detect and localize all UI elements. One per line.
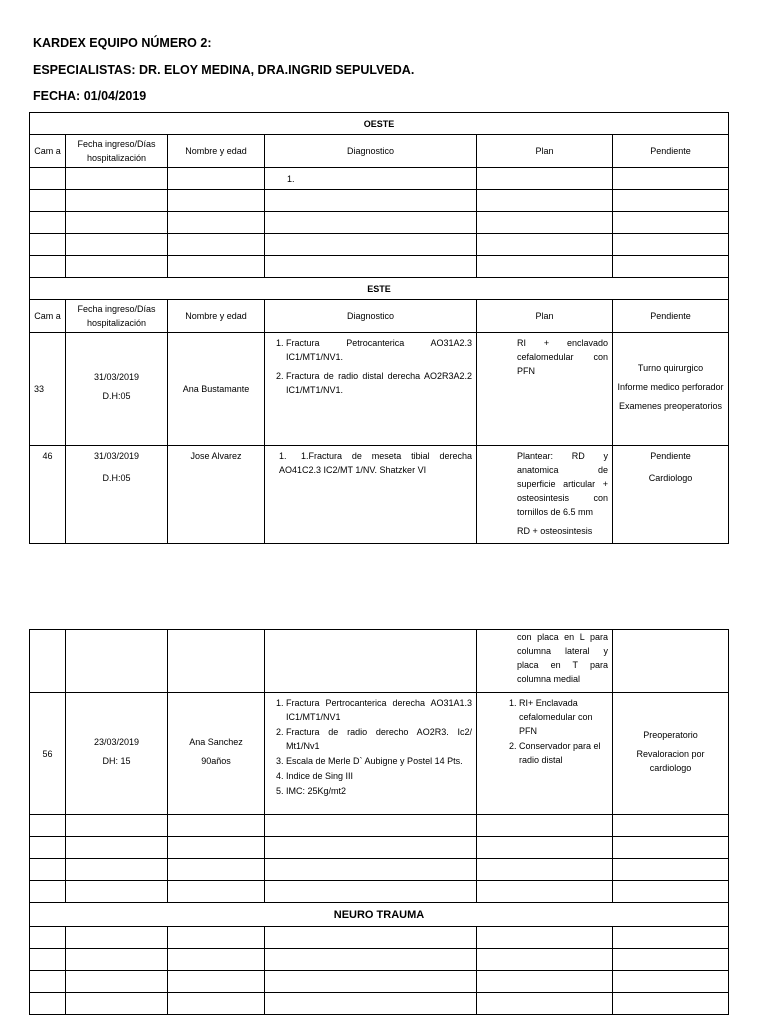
table-row	[30, 971, 729, 993]
list-item: 4. Indice de Sing III	[286, 769, 472, 783]
section-neuro-trauma: NEURO TRAUMA	[30, 903, 729, 927]
pendiente-cell: Turno quirurgico Informe medico perforador Examenes preoperatorios	[613, 333, 729, 446]
list-item: 1. Fractura Pertrocanterica derecha AO31A1.3 IC1/MT1/NV1	[286, 696, 472, 724]
col-plan: Plan	[477, 300, 613, 333]
table-row	[30, 949, 729, 971]
specialists-line: ESPECIALISTAS: DR. ELOY MEDINA, DRA.INGRID SEPULVEDA.	[33, 63, 415, 77]
col-diagnostico: Diagnostico	[265, 135, 477, 168]
list-item: 5. IMC: 25Kg/mt2	[286, 784, 472, 798]
cama-cell: 56	[30, 693, 66, 815]
kardex-table-page1	[29, 112, 729, 544]
patient-row-46	[30, 446, 729, 544]
date-line: FECHA: 01/04/2019	[33, 89, 147, 103]
pendiente-cell: Pendiente Cardiologo	[613, 446, 729, 544]
col-pendiente: Pendiente	[613, 135, 729, 168]
col-nombre: Nombre y edad	[168, 135, 265, 168]
plan-cell	[477, 693, 613, 815]
patient-row-33	[30, 333, 729, 446]
table-row	[30, 256, 729, 278]
list-item: 3. Escala de Merle D` Aubigne y Postel 14 Pts.	[286, 754, 472, 768]
diag-cell: 1.	[265, 168, 477, 190]
plan-cell: RI + enclavado cefalomedular con PFN	[477, 333, 613, 446]
table-row	[30, 927, 729, 949]
table-row	[30, 168, 729, 190]
table-row	[30, 815, 729, 837]
patient-row-56	[30, 693, 729, 815]
list-item: 1. Fractura Petrocanterica AO31A2.3 IC1/MT1/NV1.	[286, 336, 472, 364]
list-item: 2. Conservador para el radio distal	[519, 739, 608, 767]
nombre-cell: Jose Alvarez	[168, 446, 265, 544]
list-item: 1. RI+ Enclavada cefalomedular con PFN	[519, 696, 608, 738]
table-row	[30, 234, 729, 256]
table-row	[30, 190, 729, 212]
diag-cell: 1. 1.Fractura de meseta tibial derecha AO41C2.3 IC2/MT 1/NV. Shatzker VI	[265, 446, 477, 544]
col-plan: Plan	[477, 135, 613, 168]
kardex-table-page2	[29, 629, 729, 1015]
col-diagnostico: Diagnostico	[265, 300, 477, 333]
col-nombre: Nombre y edad	[168, 300, 265, 333]
header-row-oeste	[30, 135, 729, 168]
list-item: 2. Fractura de radio distal derecha AO2R3A2.2 IC1/MT1/NV1.	[286, 369, 472, 397]
diag-cell	[265, 693, 477, 815]
plan-cell: Plantear: RD y anatomica de superficie articular + osteosintesis con tornillos de 6.5 mm RD + osteosintesis	[477, 446, 613, 544]
nombre-cell: Ana Sanchez 90años	[168, 693, 265, 815]
table-row	[30, 212, 729, 234]
header-row-este	[30, 300, 729, 333]
col-fecha: Fecha ingreso/Días hospitalización	[66, 135, 168, 168]
fecha-cell: 31/03/2019 D.H:05	[66, 446, 168, 544]
table-row	[30, 837, 729, 859]
section-este: ESTE	[30, 278, 729, 300]
fecha-cell: 31/03/2019 D.H:05	[66, 333, 168, 446]
table-row	[30, 859, 729, 881]
continuation-row	[30, 630, 729, 693]
list-item: 2. Fractura de radio derecho AO2R3. Ic2/ Mt1/Nv1	[286, 725, 472, 753]
nombre-cell: Ana Bustamante	[168, 333, 265, 446]
cama-cell: 46	[30, 446, 66, 544]
table-row	[30, 993, 729, 1015]
section-oeste: OESTE	[30, 113, 729, 135]
diag-cell	[265, 333, 477, 446]
col-pendiente: Pendiente	[613, 300, 729, 333]
document-title: KARDEX EQUIPO NÚMERO 2:	[33, 36, 212, 50]
col-cama: Cam a	[30, 135, 66, 168]
table-row	[30, 881, 729, 903]
fecha-cell: 23/03/2019 DH: 15	[66, 693, 168, 815]
col-cama: Cam a	[30, 300, 66, 333]
pendiente-cell: Preoperatorio Revaloracion por cardiologo	[613, 693, 729, 815]
cama-cell: 33	[30, 333, 66, 446]
plan-cell: con placa en L para columna lateral y placa en T para columna medial	[477, 630, 613, 693]
col-fecha: Fecha ingreso/Días hospitalización	[66, 300, 168, 333]
